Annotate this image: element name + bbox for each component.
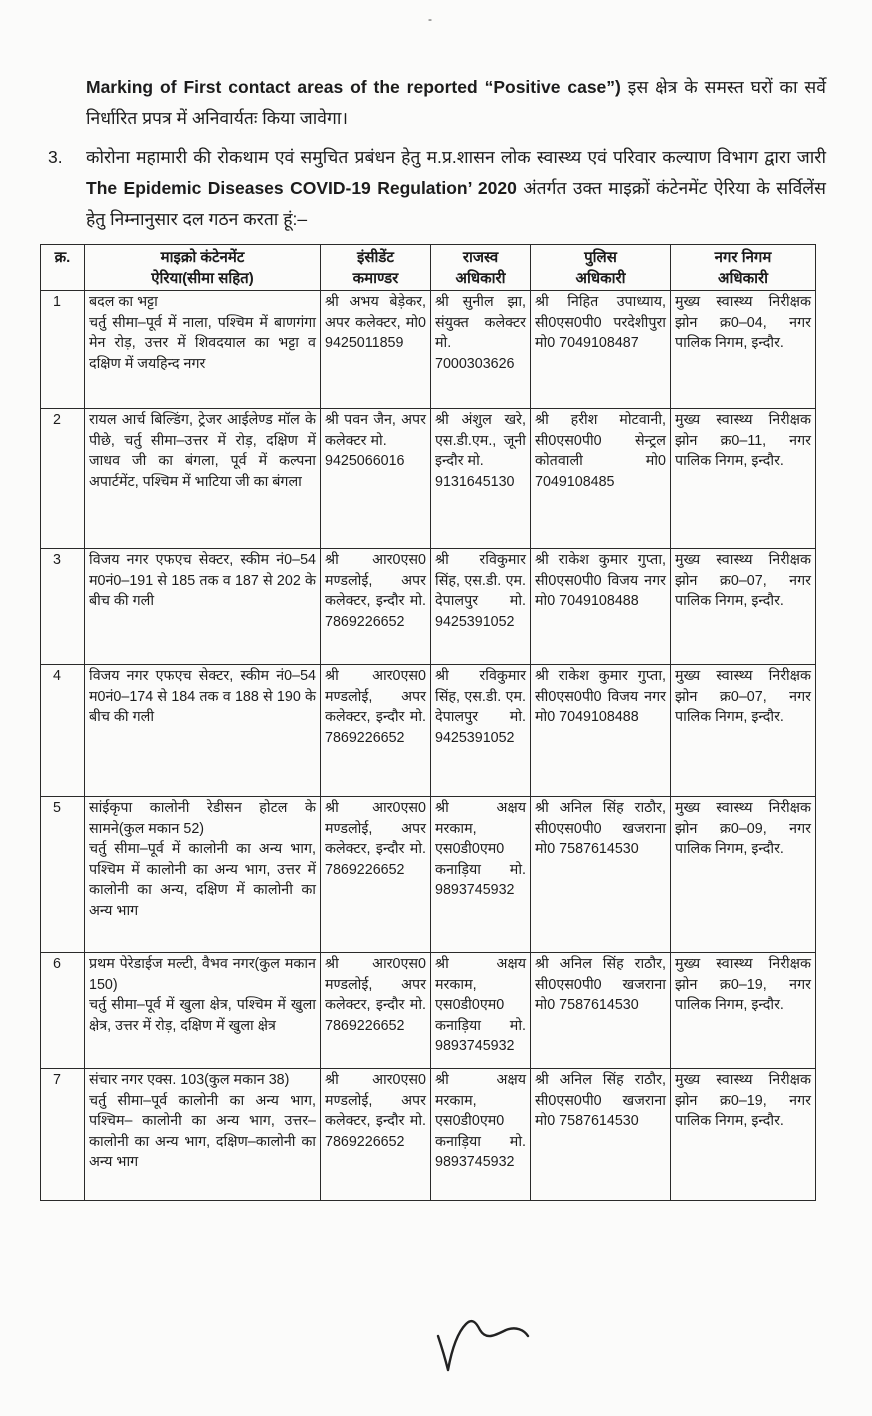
cell-area: विजय नगर एफएच सेक्टर, स्कीम नं0–54 म0नं0–191 से 185 तक व 187 से 202 के बीच की गली: [85, 549, 321, 665]
header-area: माइक्रो कंटेनमेंट ऐरिया(सीमा सहित): [85, 245, 321, 291]
page-top-mark: -: [428, 12, 432, 26]
cell-municipal: मुख्य स्वास्थ्य निरीक्षक झोन क्र0–11, नगर पालिक निगम, इन्दौर.: [671, 409, 816, 549]
cell-police: श्री निहित उपाध्याय, सी0एस0पी0 परदेशीपुरा मो0 7049108487: [531, 291, 671, 409]
cell-municipal: मुख्य स्वास्थ्य निरीक्षक झोन क्र0–09, नगर पालिक निगम, इन्दौर.: [671, 797, 816, 953]
cell-serial: 2: [41, 409, 85, 549]
cell-revenue: श्री अक्षय मरकाम, एस0डी0एम0 कनाड़िया मो. 9893745932: [431, 1069, 531, 1201]
cell-police: श्री राकेश कुमार गुप्ता, सी0एस0पी0 विजय नगर मो0 7049108488: [531, 665, 671, 797]
table-row: [41, 665, 816, 797]
cell-serial: 1: [41, 291, 85, 409]
cell-commander: श्री अभय बेड़ेकर, अपर कलेक्टर, मो0 9425011859: [321, 291, 431, 409]
cell-revenue: श्री रविकुमार सिंह, एस.डी. एम. देपालपुर मो. 9425391052: [431, 665, 531, 797]
header-incident-commander: इंसीडेंट कमाण्डर: [321, 245, 431, 291]
paragraph-text-after: अंतर्गत उक्त माइक्रों कंटेनमेंट ऐरिया के सर्विलेंस हेतु निम्नानुसार दल गठन करता हूं:–: [86, 178, 826, 229]
cell-commander: श्री आर0एस0 मण्डलोई, अपर कलेक्टर, इन्दौर मो. 7869226652: [321, 797, 431, 953]
cell-commander: श्री आर0एस0 मण्डलोई, अपर कलेक्टर, इन्दौर मो. 7869226652: [321, 1069, 431, 1201]
surveillance-team-table: [40, 244, 816, 1201]
cell-area: प्रथम पेरेडाईज मल्टी, वैभव नगर(कुल मकान 150) चर्तु सीमा–पूर्व में खुला क्षेत्र, पश्चिम में खुला क्षेत्र, उत्तर में रोड़, दक्षिण में खुला क्षेत्र: [85, 953, 321, 1069]
header-revenue-officer: राजस्व अधिकारी: [431, 245, 531, 291]
cell-police: श्री अनिल सिंह राठौर, सी0एस0पी0 खजराना मो0 7587614530: [531, 953, 671, 1069]
header-police-officer: पुलिस अधिकारी: [531, 245, 671, 291]
cell-revenue: श्री अक्षय मरकाम, एस0डी0एम0 कनाड़िया मो. 9893745932: [431, 953, 531, 1069]
header-municipal-officer: नगर निगम अधिकारी: [671, 245, 816, 291]
cell-serial: 7: [41, 1069, 85, 1201]
cell-police: श्री अनिल सिंह राठौर, सी0एस0पी0 खजराना मो0 7587614530: [531, 1069, 671, 1201]
paragraph-3: [48, 142, 826, 235]
paragraph-first-contact: [86, 72, 826, 134]
cell-police: श्री अनिल सिंह राठौर, सी0एस0पी0 खजराना मो0 7587614530: [531, 797, 671, 953]
table-header-row: [41, 245, 816, 291]
signature-mark: [428, 1296, 538, 1376]
cell-municipal: मुख्य स्वास्थ्य निरीक्षक झोन क्र0–04, नगर पालिक निगम, इन्दौर.: [671, 291, 816, 409]
table-row: [41, 797, 816, 953]
table-row: [41, 953, 816, 1069]
cell-police: श्री राकेश कुमार गुप्ता, सी0एस0पी0 विजय नगर मो0 7049108488: [531, 549, 671, 665]
cell-area: रायल आर्च बिल्डिंग, ट्रेजर आईलेण्ड मॉल के पीछे, चर्तु सीमा–उत्तर में रोड़, दक्षिण में जाधव जी का बंगला, पूर्व में कल्पना अपार्टमेंट, पश्चिम में भाटिया जी का बंगला: [85, 409, 321, 549]
header-serial: क्र.: [41, 245, 85, 291]
table-row: [41, 291, 816, 409]
cell-serial: 5: [41, 797, 85, 953]
cell-serial: 6: [41, 953, 85, 1069]
cell-serial: 3: [41, 549, 85, 665]
cell-area: बदल का भट्टा चर्तु सीमा–पूर्व में नाला, पश्चिम में बाणगंगा मेन रोड़, उत्तर में शिवदयाल का भट्टा व दक्षिण में जयहिन्द नगर: [85, 291, 321, 409]
table-row: [41, 549, 816, 665]
cell-police: श्री हरीश मोटवानी, सी0एस0पी0 सेन्ट्रल कोतवाली मो0 7049108485: [531, 409, 671, 549]
paragraph-text-before: कोरोना महामारी की रोकथाम एवं समुचित प्रबंधन हेतु म.प्र.शासन लोक स्वास्थ्य एवं परिवार कल्याण विभाग द्वारा जारी: [86, 147, 826, 167]
cell-revenue: श्री अक्षय मरकाम, एस0डी0एम0 कनाड़िया मो. 9893745932: [431, 797, 531, 953]
cell-area: विजय नगर एफएच सेक्टर, स्कीम नं0–54 म0नं0–174 से 184 तक व 188 से 190 के बीच की गली: [85, 665, 321, 797]
paragraph-english-text: Marking of First contact areas of the reported “Positive case”): [86, 77, 621, 97]
cell-serial: 4: [41, 665, 85, 797]
cell-revenue: श्री सुनील झा, संयुक्त कलेक्टर मो. 7000303626: [431, 291, 531, 409]
cell-commander: श्री आर0एस0 मण्डलोई, अपर कलेक्टर, इन्दौर मो. 7869226652: [321, 665, 431, 797]
paragraph-number: 3.: [48, 147, 63, 167]
cell-revenue: श्री अंशुल खरे, एस.डी.एम., जूनी इन्दौर मो. 9131645130: [431, 409, 531, 549]
cell-revenue: श्री रविकुमार सिंह, एस.डी. एम. देपालपुर मो. 9425391052: [431, 549, 531, 665]
regulation-title: The Epidemic Diseases COVID-19 Regulation’ 2020: [86, 178, 517, 198]
cell-area: संचार नगर एक्स. 103(कुल मकान 38) चर्तु सीमा–पूर्व कालोनी का अन्य भाग, पश्चिम– कालोनी का अन्य भाग, उत्तर– कालोनी का अन्य भाग, दक्षिण–कालोनी का अन्य भाग: [85, 1069, 321, 1201]
table-row: [41, 409, 816, 549]
table-row: [41, 1069, 816, 1201]
cell-commander: श्री आर0एस0 मण्डलोई, अपर कलेक्टर, इन्दौर मो. 7869226652: [321, 953, 431, 1069]
cell-municipal: मुख्य स्वास्थ्य निरीक्षक झोन क्र0–07, नगर पालिक निगम, इन्दौर.: [671, 549, 816, 665]
cell-commander: श्री पवन जैन, अपर कलेक्टर मो. 9425066016: [321, 409, 431, 549]
cell-commander: श्री आर0एस0 मण्डलोई, अपर कलेक्टर, इन्दौर मो. 7869226652: [321, 549, 431, 665]
paragraph-hindi-text: इस क्षेत्र के समस्त घरों का सर्वे निर्धारित प्रपत्र में अनिवार्यतः किया जावेगा।: [86, 77, 826, 128]
cell-municipal: मुख्य स्वास्थ्य निरीक्षक झोन क्र0–19, नगर पालिक निगम, इन्दौर.: [671, 953, 816, 1069]
cell-area: सांईकृपा कालोनी रेडीसन होटल के सामने(कुल मकान 52) चर्तु सीमा–पूर्व में कालोनी का अन्य भाग, पश्चिम में कालोनी का अन्य भाग, उत्तर में कालोनी का अन्य, दक्षिण में कालोनी का अन्य भाग: [85, 797, 321, 953]
cell-municipal: मुख्य स्वास्थ्य निरीक्षक झोन क्र0–07, नगर पालिक निगम, इन्दौर.: [671, 665, 816, 797]
cell-municipal: मुख्य स्वास्थ्य निरीक्षक झोन क्र0–19, नगर पालिक निगम, इन्दौर.: [671, 1069, 816, 1201]
